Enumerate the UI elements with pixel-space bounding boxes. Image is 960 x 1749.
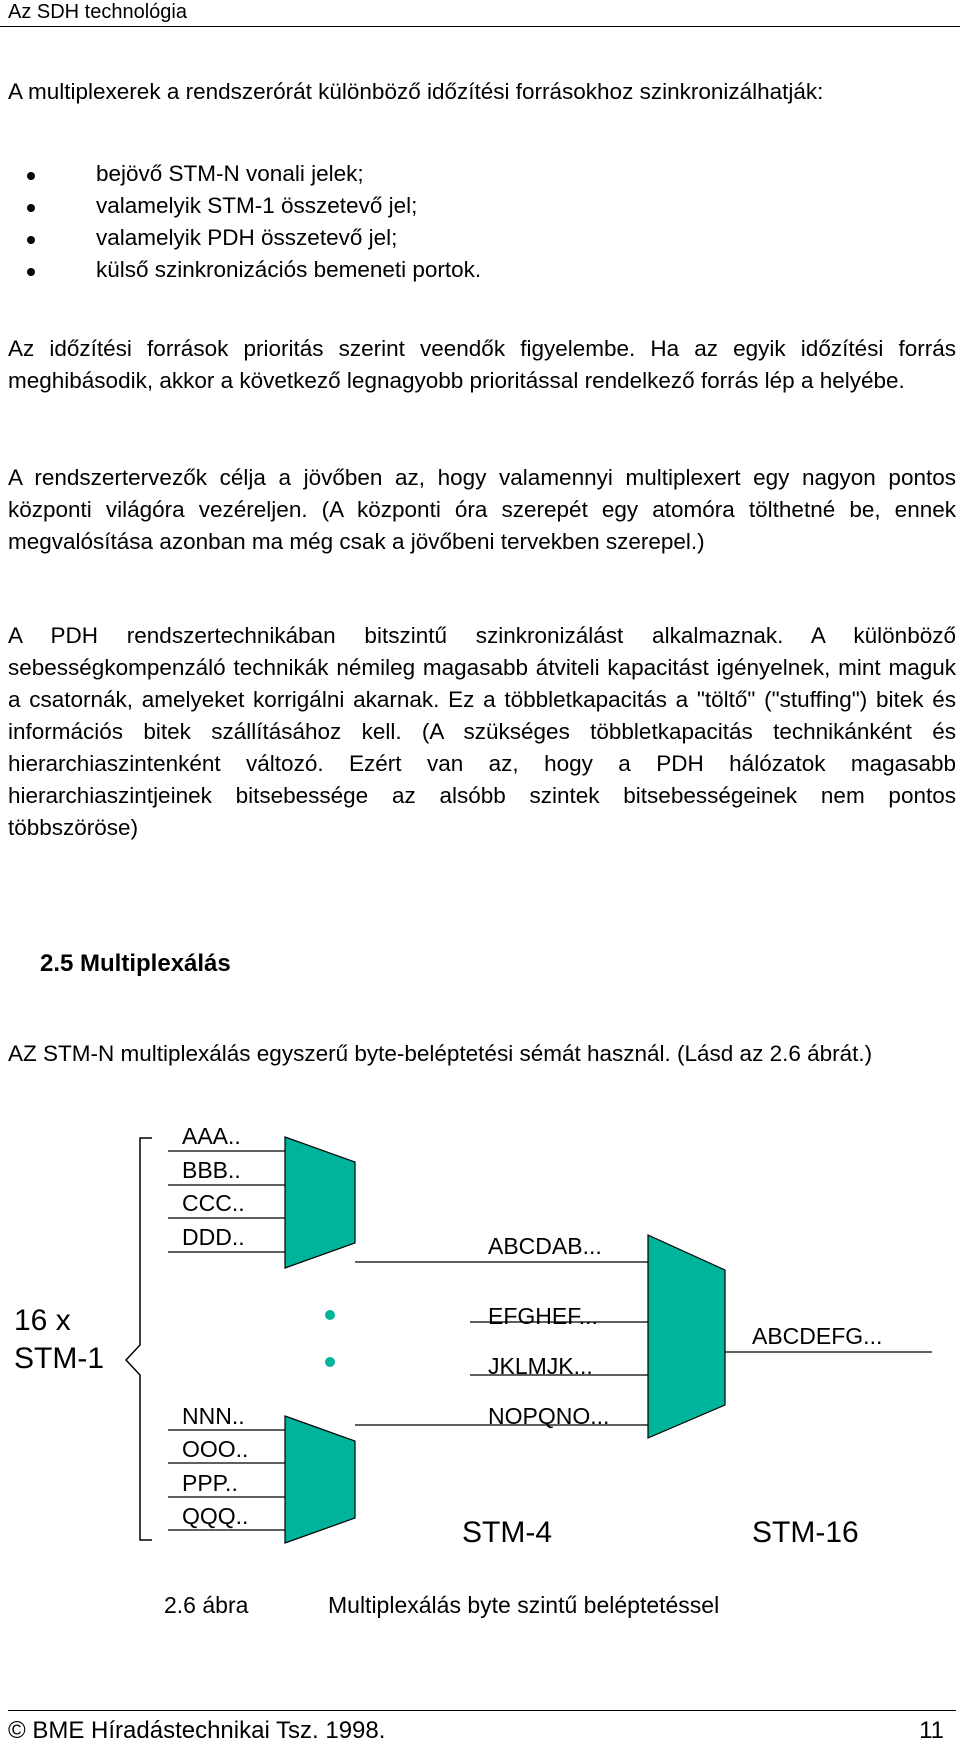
priority-paragraph: Az időzítési források prioritás szerint veendők figyelembe. Ha az egyik időzítési forrás meghibásodik, akkor a következő legnagyobb prioritással rendelkező forrás lép a helyébe. — [8, 336, 956, 393]
figure-number: 2.6 ábra — [164, 1592, 249, 1618]
stm4-label: STM-4 — [462, 1516, 552, 1549]
ellipsis-dot — [325, 1310, 335, 1320]
section-title: 2.5 Multiplexálás — [40, 950, 231, 977]
central-clock-paragraph: A rendszertervezők célja a jövőben az, hogy valamennyi multiplexert egy nagyon pontos központi világóra vezéreljen. (A központi óra szerepét egy atomóra tölthetné be, ennek megvalósítása azonban ma még csak a jövőbeni tervekben szerepel.) — [8, 465, 956, 554]
ellipsis-dot — [325, 1357, 335, 1367]
stm16-output-label: ABCDEFG... — [752, 1323, 883, 1349]
multiplexing-paragraph: AZ STM-N multiplexálás egyszerű byte-beléptetési sémát használ. (Lásd az 2.6 ábrát.) — [8, 1041, 873, 1066]
intro-paragraph: A multiplexerek a rendszerórát különböző időzítési forrásokhoz szinkronizálhatják: — [8, 79, 824, 104]
input-label-o: OOO.. — [182, 1436, 249, 1462]
list-item: valamelyik PDH összetevő jel; — [96, 222, 481, 254]
input-label-p: PPP.. — [182, 1470, 238, 1496]
input-group-brace — [126, 1138, 152, 1540]
header-title: Az SDH technológia — [8, 1, 187, 23]
list-item: bejövő STM-N vonali jelek; — [96, 158, 481, 190]
input-label-a: AAA.. — [182, 1123, 241, 1149]
bullet-icon — [27, 204, 35, 212]
bullet-icon — [27, 268, 35, 276]
stm4-output-label-1: ABCDAB... — [488, 1233, 602, 1259]
input-label-d: DDD.. — [182, 1224, 245, 1250]
stm4-output-label-4: NOPQNO... — [488, 1403, 610, 1429]
stm16-multiplexer — [648, 1235, 725, 1438]
footer-divider — [8, 1710, 956, 1711]
bullet-icon — [27, 172, 35, 180]
page-number: 11 — [919, 1717, 944, 1744]
input-label-n: NNN.. — [182, 1403, 245, 1429]
input-label-b: BBB.. — [182, 1157, 241, 1183]
bullet-icon — [27, 236, 35, 244]
group-label-count: 16 x — [14, 1304, 71, 1337]
list-item: külső szinkronizációs bemeneti portok. — [96, 254, 481, 286]
stm4-multiplexer-bottom — [285, 1416, 355, 1543]
stm4-output-label-2: EFGHEF... — [488, 1303, 598, 1329]
figure-caption: Multiplexálás byte szintű beléptetéssel — [328, 1592, 720, 1618]
stm4-multiplexer-top — [285, 1137, 355, 1268]
input-label-q: QQQ.. — [182, 1503, 249, 1529]
pdh-paragraph: A PDH rendszertechnikában bitszintű szinkronizálást alkalmaznak. A különböző sebességkompenzáló technikák némileg magasabb átviteli kapacitást igényelnek, mint maguk a csatornák, amelyeket korrigálni akarnak. Ez a többletkapacitás a "töltő" ("stuffing") bitek és információs bitek szállításához kell. (A szükséges többletkapacitás technikánként és hierarchiaszintenként változó. Ezért van az, hogy a PDH hálózatok magasabb hierarchiaszintjeinek bitsebessége az alsóbb szintek bitsebességeinek nem pontos többszöröse) — [8, 623, 956, 840]
page-header — [0, 0, 960, 27]
stm4-output-label-3: JKLMJK... — [488, 1353, 593, 1379]
input-label-c: CCC.. — [182, 1190, 245, 1216]
sync-source-list — [96, 158, 481, 286]
footer-copyright: © BME Híradástechnikai Tsz. 1998. — [8, 1717, 386, 1744]
stm16-label: STM-16 — [752, 1516, 859, 1549]
multiplexing-diagram — [0, 1120, 960, 1560]
list-item: valamelyik STM-1 összetevő jel; — [96, 190, 481, 222]
group-label-type: STM-1 — [14, 1342, 104, 1375]
